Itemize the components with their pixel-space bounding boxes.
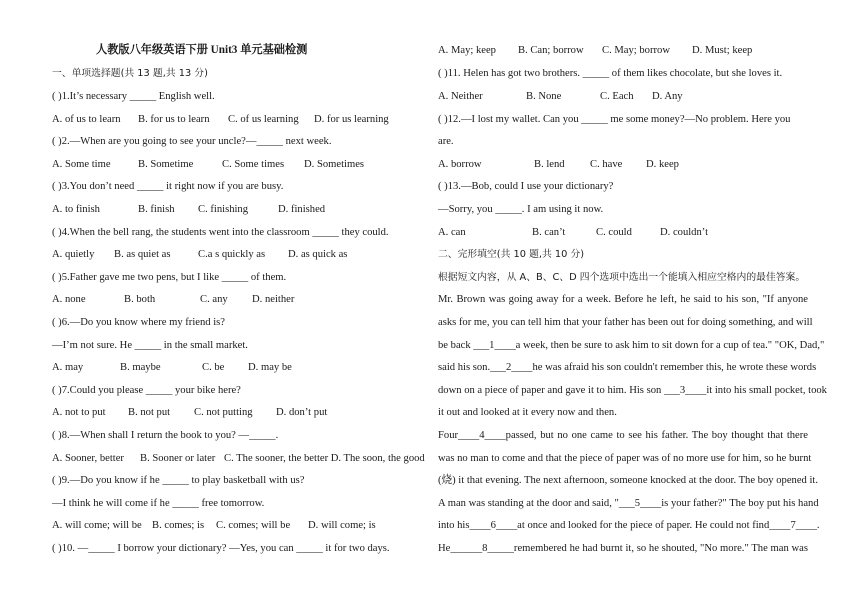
option-b: B. as quiet as: [114, 249, 171, 260]
option-a: A. not to put: [52, 407, 106, 418]
option-d: D. neither: [252, 294, 295, 305]
option-b: B. for us to learn: [138, 114, 210, 125]
option-b: B. comes; is: [152, 520, 205, 531]
option-b: B. Can; borrow: [518, 45, 584, 56]
option-b: B. lend: [534, 159, 565, 170]
option-c: C. could: [596, 227, 632, 238]
passage-line: (烧) it that evening. The next afternoon, someone knocked at the door. The boy opened it.: [438, 475, 818, 486]
option-c: C. finishing: [198, 204, 249, 215]
question-1-stem: ( )1.It’s necessary _____ English well.: [52, 91, 215, 102]
question-13-stem-2: —Sorry, you _____. I am using it now.: [438, 204, 604, 215]
section2-instruction: 根据短文内容，从 A、B、C、D 四个选项中选出一个能填入相应空格内的最佳答案。: [438, 272, 806, 283]
question-13-stem: ( )13.—Bob, could I use your dictionary?: [438, 181, 614, 192]
option-c: C. have: [590, 159, 623, 170]
document-title: 人教版八年级英语下册 Unit3 单元基础检测: [96, 44, 308, 56]
option-d: D. don’t put: [276, 407, 328, 418]
option-b: B. Sometime: [138, 159, 194, 170]
option-c: C. May; borrow: [602, 45, 670, 56]
question-8-stem: ( )8.—When shall I return the book to you? —_____.: [52, 430, 279, 441]
option-a: A. will come; will be: [52, 520, 142, 531]
option-a: A. May; keep: [438, 45, 496, 56]
option-d: D. for us learning: [314, 114, 389, 125]
question-2-stem: ( )2.—When are you going to see your uncle?—_____ next week.: [52, 136, 332, 147]
option-d: D. couldn’t: [660, 227, 709, 238]
option-d: D. finished: [278, 204, 326, 215]
passage-line: A man was standing at the door and said, "___5____is your father?" The boy put his hand: [438, 498, 819, 509]
question-4-stem: ( )4.When the bell rang, the students went into the classroom _____ they could.: [52, 227, 389, 238]
option-a: A. borrow: [438, 159, 482, 170]
option-a: A. of us to learn: [52, 114, 121, 125]
option-b: B. not put: [128, 407, 171, 418]
option-b: B. maybe: [120, 362, 161, 373]
passage-line: it out and looked at it every now and then.: [438, 407, 617, 418]
option-d: D. as quick as: [288, 249, 348, 260]
option-a: A. Some time: [52, 159, 111, 170]
question-5-stem: ( )5.Father gave me two pens, but I like _____ of them.: [52, 272, 287, 283]
passage-line: down on a piece of paper and gave it to him. His son ___3____it into his small pocket, took: [438, 385, 827, 396]
option-a: A. none: [52, 294, 86, 305]
passage-line: asks for me, you can tell him that your father has been out for doing something, and will: [438, 317, 813, 328]
option-a: A. can: [438, 227, 466, 238]
option-a: A. Sooner, better: [52, 453, 124, 464]
question-6-stem: ( )6.—Do you know where my friend is?: [52, 317, 225, 328]
question-3-stem: ( )3.You don’t need _____ it right now if you are busy.: [52, 181, 284, 192]
passage-line: He______8_____remembered he had burnt it, so he shouted, "No more." The man was: [438, 543, 808, 554]
option-a: A. to finish: [52, 204, 100, 215]
option-c: C. of us learning: [228, 114, 299, 125]
section2-heading: 二、完形填空(共 10 题,共 10 分): [438, 249, 585, 260]
option-b: B. Sooner or later: [140, 453, 216, 464]
question-9-stem: ( )9.—Do you know if he _____ to play basketball with us?: [52, 475, 305, 486]
option-a: A. may: [52, 362, 84, 373]
option-c: C. any: [200, 294, 228, 305]
option-d: D. Sometimes: [304, 159, 365, 170]
option-b: B. finish: [138, 204, 175, 215]
section1-heading: 一、单项选择题(共 13 题,共 13 分): [52, 68, 208, 79]
question-6-stem-2: —I’m not sure. He _____ in the small market.: [52, 340, 248, 351]
option-b: B. both: [124, 294, 156, 305]
question-12-stem: ( )12.—I lost my wallet. Can you _____ me some money?—No problem. Here you: [438, 114, 791, 125]
option-d: D. Any: [652, 91, 683, 102]
passage-line: Mr. Brown was going away for a week. Before he left, he said to his son, "If anyone: [438, 294, 808, 305]
passage-line: be back ___1____a week, then be sure to ask him to sit down for a cup of tea." "OK, Dad,": [438, 340, 825, 351]
option-c-d: C. The sooner, the better D. The soon, the good: [224, 453, 425, 464]
option-d: D. will come; is: [308, 520, 376, 531]
question-7-stem: ( )7.Could you please _____ your bike here?: [52, 385, 241, 396]
question-11-stem: ( )11. Helen has got two brothers. _____ of them likes chocolate, but she loves it.: [438, 68, 783, 79]
question-12-stem-2: are.: [438, 136, 454, 147]
passage-line: was no man to come and that the piece of paper was of no more use for him, so he burnt: [438, 453, 812, 464]
option-a: A. quietly: [52, 249, 95, 260]
option-c: C.a s quickly as: [198, 249, 266, 260]
passage-line: said his son.___2____he was afraid his son couldn't remember this, he wrote these words: [438, 362, 817, 373]
question-9-stem-2: —I think he will come if he _____ free tomorrow.: [52, 498, 265, 509]
option-c: C. not putting: [194, 407, 253, 418]
option-c: C. Each: [600, 91, 634, 102]
option-d: D. may be: [248, 362, 292, 373]
option-c: C. Some times: [222, 159, 285, 170]
option-a: A. Neither: [438, 91, 483, 102]
passage-line: into his____6____at once and looked for the piece of paper. He could not find____7____.: [438, 520, 820, 531]
option-b: B. can’t: [532, 227, 566, 238]
question-10-stem: ( )10. —_____ I borrow your dictionary? —Yes, you can _____ it for two days.: [52, 543, 390, 554]
option-b: B. None: [526, 91, 562, 102]
option-d: D. Must; keep: [692, 45, 753, 56]
option-c: C. be: [202, 362, 225, 373]
option-d: D. keep: [646, 159, 679, 170]
passage-line: Four____4____passed, but no one came to see his father. The boy thought that there: [438, 430, 808, 441]
option-c: C. comes; will be: [216, 520, 291, 531]
